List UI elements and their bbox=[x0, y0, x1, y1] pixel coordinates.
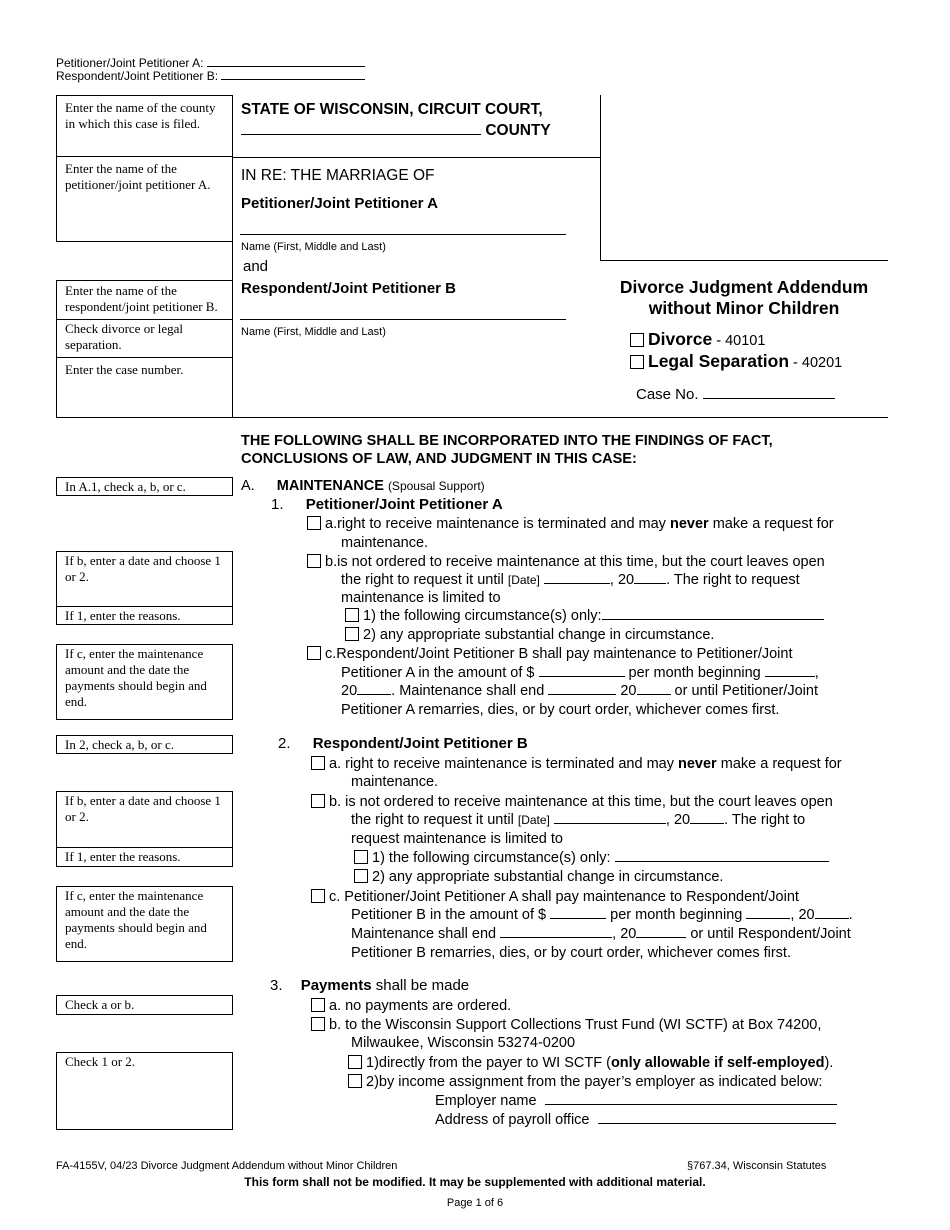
p3b-opt2-checkbox[interactable] bbox=[348, 1074, 362, 1088]
a2c-begin-year-field[interactable] bbox=[815, 918, 849, 919]
a1c-end-date-field[interactable] bbox=[548, 694, 616, 695]
divorce-checkbox[interactable] bbox=[630, 333, 644, 347]
a1c-checkbox[interactable] bbox=[307, 646, 321, 660]
instruction-pet-a: Enter the name of the petitioner/joint petitioner A. bbox=[56, 156, 233, 242]
p3b-opt1-checkbox[interactable] bbox=[348, 1055, 362, 1069]
a2c-end-date-field[interactable] bbox=[500, 937, 612, 938]
form-title-line2: without Minor Children bbox=[648, 298, 840, 318]
a1b-checkbox[interactable] bbox=[307, 554, 321, 568]
form-title-line1: Divorce Judgment Addendum bbox=[619, 277, 869, 297]
p3b-checkbox[interactable] bbox=[311, 1017, 325, 1031]
a2b-opt1[interactable]: 1) the following circumstance(s) only: bbox=[354, 849, 829, 867]
and-label: and bbox=[243, 258, 269, 275]
p3a-option[interactable]: a. no payments are ordered. bbox=[311, 997, 511, 1015]
p3b-line2: Milwaukee, Wisconsin 53274-0200 bbox=[351, 1035, 576, 1051]
a1c-line4: Petitioner A remarries, dies, or by court order, whichever comes first. bbox=[341, 702, 780, 718]
a2b-opt1-checkbox[interactable] bbox=[354, 850, 368, 864]
a2c-begin-date-field[interactable] bbox=[746, 918, 790, 919]
instruction-resp-b: Enter the name of the respondent/joint petitioner B. bbox=[56, 280, 233, 320]
a2b-line3: request maintenance is limited to bbox=[351, 831, 563, 847]
a1b-opt2-checkbox[interactable] bbox=[345, 627, 359, 641]
a1c-begin-date-field[interactable] bbox=[765, 676, 815, 677]
subsection-2-heading: 2. Respondent/Joint Petitioner B bbox=[278, 735, 528, 752]
a2a-line2: maintenance. bbox=[351, 774, 439, 790]
p3a-checkbox[interactable] bbox=[311, 998, 325, 1012]
instruction-in2-check: In 2, check a, b, or c. bbox=[56, 735, 233, 754]
a2c-option[interactable]: c. Petitioner/Joint Petitioner A shall pay maintenance to Respondent/Joint bbox=[311, 888, 799, 906]
county-label: COUNTY bbox=[485, 122, 551, 139]
a2b-circumstances-field[interactable] bbox=[615, 861, 829, 862]
a1b-opt1[interactable]: 1) the following circumstance(s) only: bbox=[345, 607, 824, 625]
section-a-heading: A. MAINTENANCE (Spousal Support) bbox=[241, 478, 485, 494]
a1a-option[interactable]: a.right to receive maintenance is terminated and may never make a request for bbox=[307, 515, 834, 533]
a2c-checkbox[interactable] bbox=[311, 889, 325, 903]
resp-b-caption-label: Respondent/Joint Petitioner B bbox=[241, 280, 457, 297]
footer-notice: This form shall not be modified. It may be supplemented with additional material. bbox=[244, 1175, 706, 1189]
a2b-year-field[interactable] bbox=[690, 823, 724, 824]
county-field[interactable] bbox=[241, 122, 551, 140]
instruction-b-date2: If b, enter a date and choose 1 or 2. bbox=[56, 791, 233, 848]
a1c-end-year-field[interactable] bbox=[637, 694, 671, 695]
p3b-opt2[interactable]: 2)by income assignment from the payer’s employer as indicated below: bbox=[348, 1073, 822, 1091]
footer-statute: §767.34, Wisconsin Statutes bbox=[687, 1160, 827, 1172]
a1c-line3: 20 . Maintenance shall end 20 or until Petitioner/Joint bbox=[341, 683, 818, 699]
legal-sep-checkbox[interactable] bbox=[630, 355, 644, 369]
a1a-checkbox[interactable] bbox=[307, 516, 321, 530]
a2c-line2: Petitioner B in the amount of $ per month beginning , 20 . bbox=[351, 907, 853, 923]
payroll-address-field[interactable]: Address of payroll office bbox=[435, 1111, 836, 1129]
resp-b-name-line[interactable] bbox=[240, 319, 566, 320]
in-re-label: IN RE: THE MARRIAGE OF bbox=[241, 167, 435, 184]
resp-b-header-field[interactable]: Respondent/Joint Petitioner B: bbox=[56, 69, 365, 83]
legal-sep-checkbox-row[interactable]: Legal Separation - 40201 bbox=[630, 352, 842, 372]
case-number-field[interactable]: Case No. bbox=[636, 386, 835, 404]
a2b-opt2-checkbox[interactable] bbox=[354, 869, 368, 883]
a2b-line2: the right to request it until [Date] , 20 . The right to bbox=[351, 812, 806, 828]
subsection-3-heading: 3. Payments shall be made bbox=[270, 977, 470, 994]
p3b-opt1[interactable]: 1)directly from the payer to WI SCTF (only allowable if self-employed). bbox=[348, 1054, 833, 1072]
instruction-c-amount: If c, enter the maintenance amount and the date the payments should begin and end. bbox=[56, 644, 233, 720]
a2a-option[interactable]: a. right to receive maintenance is terminated and may never make a request for bbox=[311, 755, 842, 773]
a1b-date-field[interactable] bbox=[544, 583, 610, 584]
a1b-line3: maintenance is limited to bbox=[341, 590, 501, 606]
a2a-checkbox[interactable] bbox=[311, 756, 325, 770]
a1b-option[interactable]: b.is not ordered to receive maintenance at this time, but the court leaves open bbox=[307, 553, 825, 571]
instruction-county: Enter the name of the county in which this case is filed. bbox=[56, 95, 233, 157]
divorce-checkbox-row[interactable]: Divorce - 40101 bbox=[630, 330, 765, 350]
caption-court-divider bbox=[232, 157, 600, 158]
caption-title-divider bbox=[600, 260, 888, 261]
caption-right-col-divider bbox=[600, 95, 601, 261]
pet-a-caption-label: Petitioner/Joint Petitioner A bbox=[241, 195, 438, 212]
a1c-option[interactable]: c.Respondent/Joint Petitioner B shall pay maintenance to Petitioner/Joint bbox=[307, 645, 793, 663]
instruction-divorce-or-sep: Check divorce or legal separation. bbox=[56, 319, 233, 358]
footer-page-number: Page 1 of 6 bbox=[446, 1197, 504, 1209]
a2b-option[interactable]: b. is not ordered to receive maintenance at this time, but the court leaves open bbox=[311, 793, 833, 811]
p3b-option[interactable]: b. to the Wisconsin Support Collections Trust Fund (WI SCTF) at Box 74200, bbox=[311, 1016, 821, 1034]
a1c-begin-year-field[interactable] bbox=[357, 694, 391, 695]
a2b-date-field[interactable] bbox=[554, 823, 666, 824]
a1b-circumstances-field[interactable] bbox=[602, 619, 824, 620]
instruction-b-date: If b, enter a date and choose 1 or 2. bbox=[56, 551, 233, 607]
a2b-opt2[interactable]: 2) any appropriate substantial change in circumstance. bbox=[354, 868, 723, 886]
instruction-check-12: Check 1 or 2. bbox=[56, 1052, 233, 1130]
instruction-if1-reasons2: If 1, enter the reasons. bbox=[56, 847, 233, 867]
instruction-c-amount2: If c, enter the maintenance amount and the date the payments should begin and end. bbox=[56, 886, 233, 962]
a1c-amount-field[interactable] bbox=[539, 676, 625, 677]
a2c-line4: Petitioner B remarries, dies, or by court order, whichever comes first. bbox=[351, 945, 791, 961]
pet-a-name-hint: Name (First, Middle and Last) bbox=[241, 241, 386, 253]
a2c-amount-field[interactable] bbox=[550, 918, 606, 919]
court-title: STATE OF WISCONSIN, CIRCUIT COURT, bbox=[241, 101, 543, 118]
a2b-checkbox[interactable] bbox=[311, 794, 325, 808]
instruction-case-number: Enter the case number. bbox=[56, 357, 233, 418]
a1a-line2: maintenance. bbox=[341, 535, 429, 551]
a2c-line3: Maintenance shall end , 20 or until Respondent/Joint bbox=[351, 926, 851, 942]
a1c-line2: Petitioner A in the amount of $ per month beginning , bbox=[341, 665, 819, 681]
subsection-1-heading: 1. Petitioner/Joint Petitioner A bbox=[271, 496, 503, 513]
a1b-opt1-checkbox[interactable] bbox=[345, 608, 359, 622]
instruction-a1-check: In A.1, check a, b, or c. bbox=[56, 477, 233, 496]
a1b-year-field[interactable] bbox=[634, 583, 666, 584]
pet-a-header-field[interactable]: Petitioner/Joint Petitioner A: bbox=[56, 56, 365, 70]
instruction-if1-reasons: If 1, enter the reasons. bbox=[56, 606, 233, 625]
employer-name-field[interactable]: Employer name bbox=[435, 1092, 837, 1110]
a1b-opt2[interactable]: 2) any appropriate substantial change in circumstance. bbox=[345, 626, 714, 644]
instruction-check-ab: Check a or b. bbox=[56, 995, 233, 1015]
pet-a-name-line[interactable] bbox=[240, 234, 566, 235]
intro-line2: CONCLUSIONS OF LAW, AND JUDGMENT IN THIS CASE: bbox=[241, 451, 637, 467]
resp-b-name-hint: Name (First, Middle and Last) bbox=[241, 326, 386, 338]
a2c-end-year-field[interactable] bbox=[636, 937, 686, 938]
footer-form-id: FA-4155V, 04/23 Divorce Judgment Addendum without Minor Children bbox=[56, 1160, 398, 1172]
intro-line1: THE FOLLOWING SHALL BE INCORPORATED INTO THE FINDINGS OF FACT, bbox=[241, 433, 773, 449]
a1b-line2: the right to request it until [Date] , 20 . The right to request bbox=[341, 572, 800, 588]
